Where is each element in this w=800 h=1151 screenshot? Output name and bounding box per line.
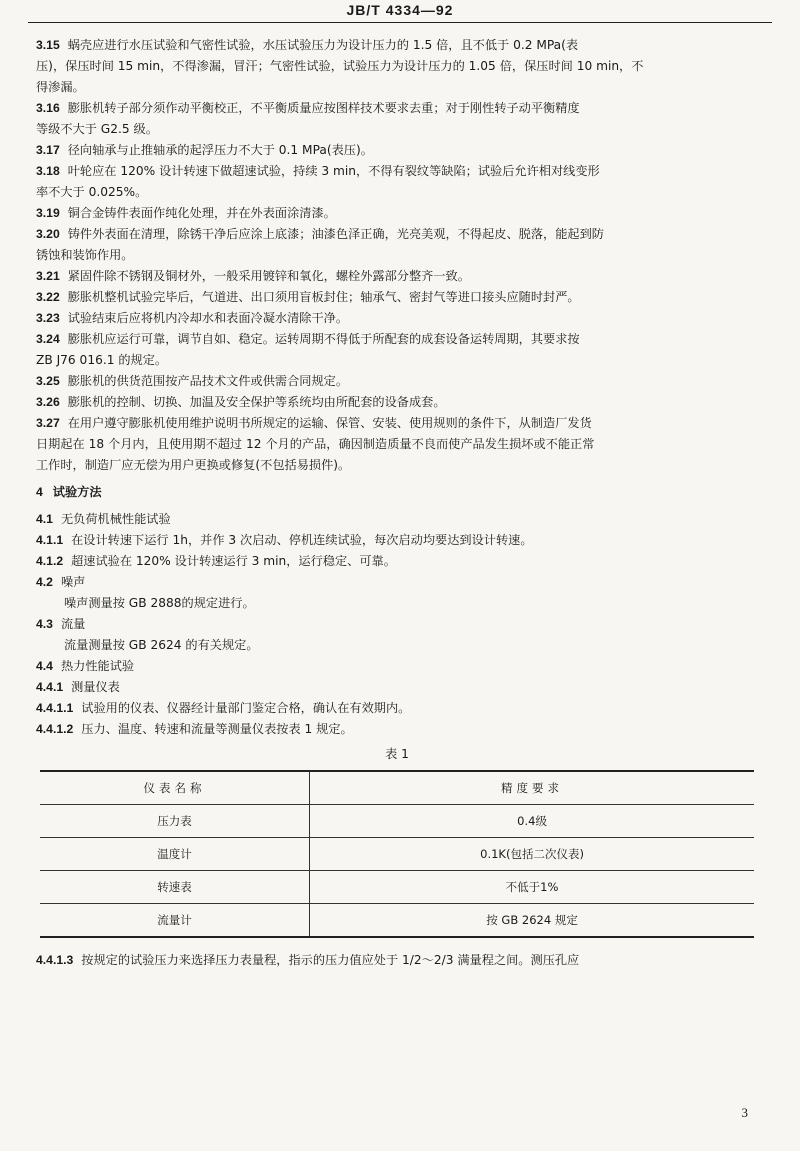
- clause-line: [36, 350, 758, 371]
- table-header-row: [40, 771, 754, 805]
- clause-number: 3.21: [36, 269, 60, 283]
- clause-text: 蜗壳应进行水压试验和气密性试验，水压试验压力为设计压力的 1.5 倍，且不低于 0.2 MPa(表: [67, 38, 579, 52]
- clause-line: [36, 56, 758, 77]
- clause-line: [36, 308, 758, 329]
- clause-text: 膨胀机的控制、切换、加温及安全保护等系统均由所配套的设备成套。: [67, 395, 446, 409]
- clause-text: 膨胀机的供货范围按产品技术文件或供需合同规定。: [67, 374, 349, 388]
- clause-line: [36, 371, 758, 392]
- clause-line: [36, 413, 758, 434]
- clause-text: 叶轮应在 120% 设计转速下做超速试验，持续 3 min，不得有裂纹等缺陷；试验后允许相对线变形: [67, 164, 600, 178]
- clause-line: [36, 77, 758, 98]
- column-header: 精度要求: [310, 771, 754, 805]
- clause-text: 压力、温度、转速和流量等测量仪表按表 1 规定。: [81, 722, 353, 736]
- clause-number: 3.18: [36, 164, 60, 178]
- table-cell: 0.1K(包括二次仪表): [310, 838, 754, 871]
- clause-number: 3.15: [36, 38, 60, 52]
- clause-text: 径向轴承与止推轴承的起浮压力不大于 0.1 MPa(表压)。: [67, 143, 373, 157]
- clause-number: 4.1.2: [36, 554, 64, 568]
- clause-text: 超速试验在 120% 设计转速运行 3 min，运行稳定、可靠。: [71, 554, 396, 568]
- table-row: [40, 871, 754, 904]
- table-cell: 转速表: [40, 871, 310, 904]
- instrument-table: [40, 770, 754, 938]
- clause-text: 无负荷机械性能试验: [60, 512, 171, 526]
- clause-text: 铸件外表面在清理，除锈干净后应涂上底漆；油漆色泽正确，光亮美观，不得起皮、脱落，能起到防: [67, 227, 604, 241]
- clause-line: [36, 455, 758, 476]
- clause-line: [36, 656, 758, 677]
- clause-text: 流量测量按 GB 2624 的有关规定。: [64, 638, 259, 652]
- clause-line: [36, 161, 758, 182]
- clause-line: [36, 35, 758, 56]
- clause-number: 3.25: [36, 374, 60, 388]
- clause-number: 3.26: [36, 395, 60, 409]
- clause-text: 试验用的仪表、仪器经计量部门鉴定合格，确认在有效期内。: [81, 701, 411, 715]
- clause-text: 噪声测量按 GB 2888的规定进行。: [64, 596, 255, 610]
- header-rule: [28, 22, 772, 23]
- clause-text: 试验结束后应将机内冷却水和表面冷凝水清除干净。: [67, 311, 349, 325]
- clause-text: 在设计转速下运行 1h，并作 3 次启动、停机连续试验，每次启动均要达到设计转速。: [71, 533, 533, 547]
- clause-line: [36, 140, 758, 161]
- table-row: [40, 904, 754, 938]
- section-number: 4: [36, 485, 43, 499]
- clause-text: 测量仪表: [71, 680, 120, 694]
- clause-number: 4.4.1.3: [36, 953, 74, 967]
- table-cell: 不低于1%: [310, 871, 754, 904]
- clause-line: [36, 572, 758, 593]
- clause-line: [36, 551, 758, 572]
- clause-line: [36, 698, 758, 719]
- clause-text: 噪声: [60, 575, 86, 589]
- clause-line: [36, 434, 758, 455]
- page-number: 3: [741, 1105, 748, 1120]
- clause-line: [36, 635, 758, 656]
- clause-text: 压)，保压时间 15 min，不得渗漏，冒汗；气密性试验，试验压力为设计压力的 1.05 倍，保压时间 10 min，不: [36, 59, 644, 73]
- clause-line: [36, 677, 758, 698]
- table-cell: 温度计: [40, 838, 310, 871]
- table-row: [40, 838, 754, 871]
- clause-number: 4.4.1.2: [36, 722, 74, 736]
- clause-number: 3.20: [36, 227, 60, 241]
- clause-text: 膨胀机应运行可靠，调节自如、稳定。运转周期不得低于所配套的成套设备运转周期，其要求按: [67, 332, 580, 346]
- clause-number: 3.24: [36, 332, 60, 346]
- clause-number: 4.3: [36, 617, 53, 631]
- clause-line: [36, 509, 758, 530]
- clause-line: [36, 98, 758, 119]
- clause-number: 4.1: [36, 512, 53, 526]
- clause-text: 流量: [60, 617, 86, 631]
- clause-line: [36, 719, 758, 740]
- clause-number: 3.27: [36, 416, 60, 430]
- clause-line: [36, 203, 758, 224]
- clause-number: 3.17: [36, 143, 60, 157]
- section-title: 试验方法: [52, 485, 102, 499]
- clause-number: 4.4: [36, 659, 53, 673]
- table-cell: 0.4级: [310, 805, 754, 838]
- clause-text: 锈蚀和装饰作用。: [36, 248, 134, 262]
- table-cell: 按 GB 2624 规定: [310, 904, 754, 938]
- clause-number: 4.2: [36, 575, 53, 589]
- column-header: 仪表名称: [40, 771, 310, 805]
- clause-line: [36, 287, 758, 308]
- table-cell: 流量计: [40, 904, 310, 938]
- clause-number: 4.1.1: [36, 533, 64, 547]
- clause-number: 3.16: [36, 101, 60, 115]
- clause-text: 率不大于 0.025%。: [36, 185, 148, 199]
- clause-line: [36, 329, 758, 350]
- standard-header: JB/T 4334—92: [346, 2, 454, 18]
- clause-line: [36, 245, 758, 266]
- clauses-chapter-3: [36, 35, 758, 476]
- clause-number: 3.19: [36, 206, 60, 220]
- clause-text: 得渗漏。: [36, 80, 85, 94]
- clause-line: [36, 119, 758, 140]
- section-heading: [36, 482, 758, 503]
- clause-text: 膨胀机转子部分须作动平衡校正，不平衡质量应按图样技术要求去重；对于刚性转子动平衡精度: [67, 101, 580, 115]
- clause-number: 4.4.1.1: [36, 701, 74, 715]
- clause-text: 日期起在 18 个月内，且使用期不超过 12 个月的产品，确因制造质量不良而使产品发生损坏或不能正常: [36, 437, 595, 451]
- clause-line: [36, 266, 758, 287]
- clause-line: [36, 530, 758, 551]
- table-cell: 压力表: [40, 805, 310, 838]
- clause-text: 热力性能试验: [60, 659, 135, 673]
- table-title: 表 1: [385, 747, 409, 761]
- clause-text: ZB J76 016.1 的规定。: [36, 353, 168, 367]
- clause-text: 铜合金铸件表面作纯化处理，并在外表面涂清漆。: [67, 206, 336, 220]
- clause-text: 按规定的试验压力来选择压力表量程，指示的压力值应处于 1/2～2/3 满量程之间。测压孔应: [81, 953, 580, 967]
- clause-number: 3.22: [36, 290, 60, 304]
- table-row: [40, 805, 754, 838]
- clause: [36, 950, 758, 971]
- clause-text: 膨胀机整机试验完毕后，气道进、出口须用盲板封住；轴承气、密封气等进口接头应随时封严。: [67, 290, 580, 304]
- clause-line: [36, 593, 758, 614]
- clause-text: 紧固件除不锈钢及铜材外，一般采用镀锌和氧化，螺栓外露部分整齐一致。: [67, 269, 470, 283]
- clause-number: 3.23: [36, 311, 60, 325]
- clause-line: [36, 392, 758, 413]
- document-body: [36, 35, 758, 971]
- clause-number: 4.4.1: [36, 680, 64, 694]
- clause-line: [36, 614, 758, 635]
- clause-text: 在用户遵守膨胀机使用维护说明书所规定的运输、保管、安装、使用规则的条件下，从制造厂发货: [67, 416, 592, 430]
- clause-line: [36, 224, 758, 245]
- clauses-chapter-4: [36, 509, 758, 740]
- clause-line: [36, 182, 758, 203]
- clause-text: 工作时，制造厂应无偿为用户更换或修复(不包括易损件)。: [36, 458, 351, 472]
- clause-text: 等级不大于 G2.5 级。: [36, 122, 158, 136]
